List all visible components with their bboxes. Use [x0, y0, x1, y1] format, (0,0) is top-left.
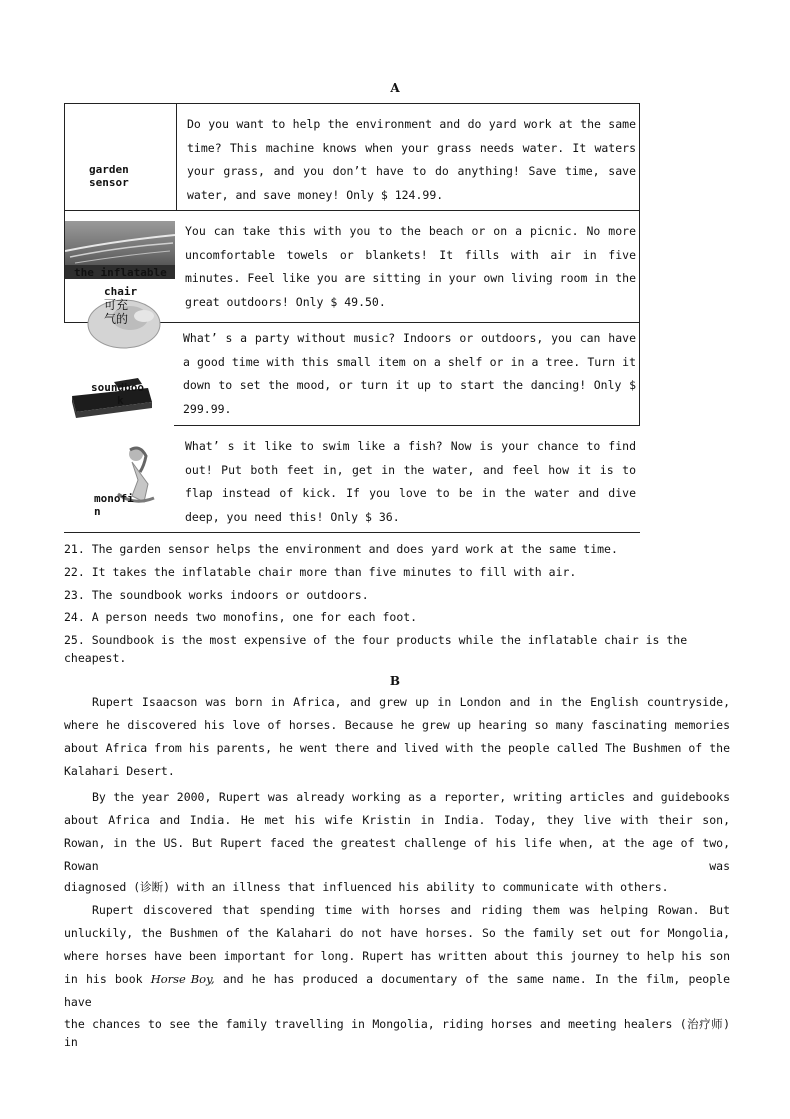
section-b-heading: B: [389, 674, 401, 688]
section-b-paragraph-3: [64, 899, 730, 1014]
table-left-border: [64, 103, 65, 323]
section-b-paragraph-1: Rupert Isaacson was born in Africa, and grew up in London and in the English countryside, where he discovered his love of horses. Because he grew up hearing so many fascinating memories about Africa from his parents, he went there and lived with the people called The Bushmen of the Kalahari Desert.: [64, 695, 730, 778]
question-22: 22. It takes the inflatable chair more than five minutes to fill with air.: [64, 565, 577, 579]
table-rule-bottom: [64, 532, 640, 533]
soundbook-label: soundboo: [91, 381, 144, 394]
section-a-heading: A: [390, 81, 400, 95]
table-divider-row1: [176, 103, 177, 211]
garden-sensor-label: garden sensor: [89, 163, 129, 189]
monofin-label: monofi: [94, 492, 134, 505]
question-24: 24. A person needs two monofins, one for each foot.: [64, 610, 418, 624]
section-b-paragraph-2: By the year 2000, Rupert was already working as a reporter, writing articles and guidebooks about Africa and India. He met his wife Kristin in India. Today, they live with their son, Rowan, in the US. But Rupert faced the greatest challenge of his life when, at the age of two, Rowan was: [64, 790, 730, 873]
paragraph-3-text-a: Rupert discovered that spending time with horses and riding them was helping Rowan. But unluckily, the Bushmen of the Kalahari do not have horses. So the family set out for Mongolia, where horses have been important for long. Rupert has written about this journey to help his son in his book: [64, 903, 730, 986]
paragraph-3-text-b: and he has produced a documentary of the same name. In the film, people have: [64, 972, 730, 1009]
book-title: Horse Boy,: [150, 972, 215, 986]
monofin-description: What’ s it like to swim like a fish? Now is your chance to find out! Put both feet in, get in the water, and feel how it is to flap instead of kick. If you love to be in the water and dive deep, you need this! Only $ 36.: [185, 439, 636, 524]
question-25: 25. Soundbook is the most expensive of the four products while the inflatable chair is the cheapest.: [64, 633, 688, 665]
garden-sensor-description: Do you want to help the environment and do yard work at the same time? This machine knows when your grass needs water. It waters your grass, and you don’t have to do anything! Save time, save water, and save money! Only $ 124.99.: [187, 117, 636, 202]
inflatable-chair-label-line1: the inflatable: [74, 266, 167, 279]
soundbook-label-wrap: k: [117, 394, 124, 407]
monofin-label-wrap: n: [94, 505, 101, 518]
question-21: 21. The garden sensor helps the environment and does yard work at the same time.: [64, 542, 618, 556]
inflatable-chair-chinese-note: 可充气的: [104, 298, 129, 326]
inflatable-chair-description: You can take this with you to the beach or on a picnic. No more uncomfortable towels or blankets! It fills with air in five minutes. Feel like you are sitting in your own living room in the great outdoors! Only $ 49.50.: [185, 224, 636, 309]
table-rule-1: [64, 210, 640, 211]
table-right-border: [639, 103, 640, 426]
soundbook-description: What’ s a party without music? Indoors or outdoors, you can have a good time with this small item on a shelf or in a tree. Turn it down to set the mood, or turn it up to start the dancing! Only $ 299.99.: [183, 331, 636, 416]
section-b-paragraph-2-tail: diagnosed (诊断) with an illness that influenced his ability to communicate with others.: [64, 880, 669, 894]
question-23: 23. The soundbook works indoors or outdoors.: [64, 588, 369, 602]
section-b-paragraph-3-tail: the chances to see the family travelling in Mongolia, riding horses and meeting healers (治疗师) in: [64, 1017, 730, 1049]
table-rule-top: [64, 103, 640, 104]
inflatable-chair-label-line2: chair: [104, 285, 138, 298]
table-rule-3: [174, 425, 640, 426]
